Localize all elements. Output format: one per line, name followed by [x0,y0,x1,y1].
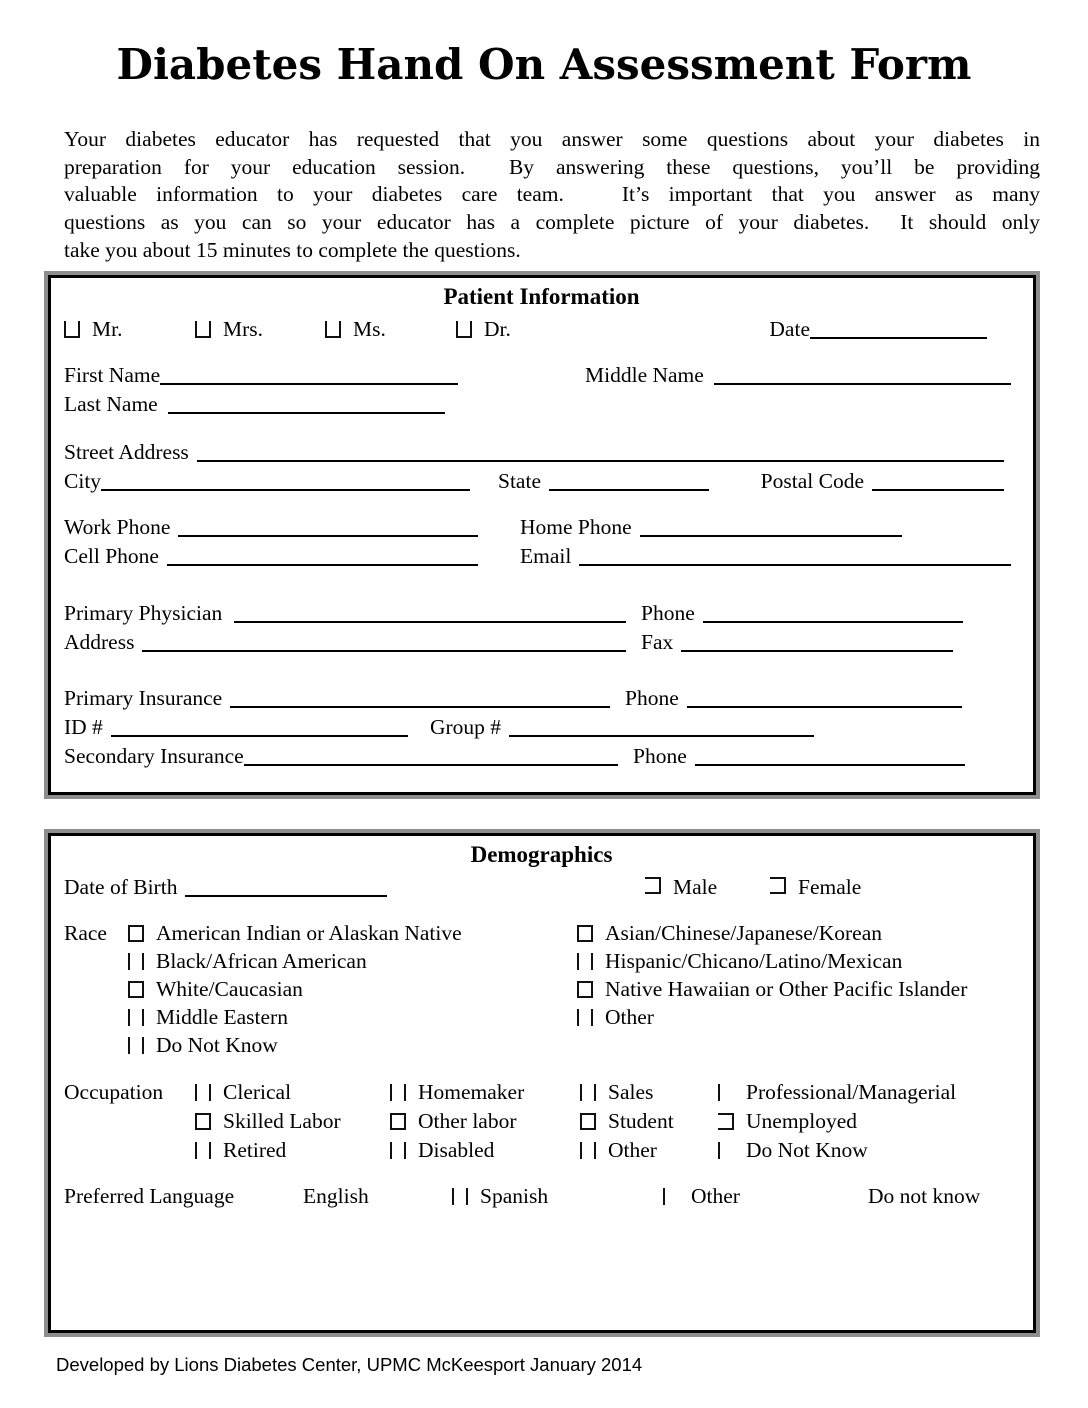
occupation-homemaker-label: Homemaker [418,1080,525,1105]
work-phone-blank[interactable] [178,534,478,537]
cell-email-row [64,545,1019,567]
language-other-checkbox[interactable] [663,1188,679,1205]
last-name-label: Last Name [64,392,158,417]
postal-code-label: Postal Code [760,469,864,494]
race-do-not-know-checkbox[interactable] [128,1037,144,1054]
occupation-unemployed-checkbox[interactable] [718,1113,734,1130]
preferred-language-label: Preferred Language [64,1184,235,1209]
primary-insurance-row [64,687,1019,709]
physician-address-label: Address [64,630,135,655]
first-name-label: First Name [64,363,161,388]
preferred-language-row [64,1185,1019,1207]
fax-label: Fax [641,630,674,655]
male-label: Male [673,875,718,900]
race-label: Race [64,921,107,946]
state-label: State [498,469,541,494]
patient-information-section [48,275,1036,795]
home-phone-blank[interactable] [640,534,902,537]
id-number-label: ID # [64,715,103,740]
street-address-row [64,441,1019,463]
dr-label: Dr. [484,317,511,342]
dob-sex-row [64,876,1019,898]
race-other-label: Other [605,1005,654,1030]
group-number-label: Group # [430,715,502,740]
cell-phone-label: Cell Phone [64,544,159,569]
occupation-disabled-label: Disabled [418,1138,495,1163]
dr-checkbox[interactable] [456,321,472,338]
race-hispanic-label: Hispanic/Chicano/Latino/Mexican [605,949,903,974]
physician-phone-blank[interactable] [703,620,963,623]
race-white-checkbox[interactable] [128,981,144,998]
insurance-id-row [64,716,1019,738]
female-checkbox[interactable] [770,877,786,894]
work-phone-label: Work Phone [64,515,171,540]
occupation-disabled-checkbox[interactable] [390,1142,406,1159]
middle-name-blank[interactable] [714,382,1011,385]
language-spanish-label: Spanish [480,1184,549,1209]
race-hispanic-checkbox[interactable] [577,953,593,970]
race-american-indian-label: American Indian or Alaskan Native [156,921,462,946]
fax-blank[interactable] [681,649,953,652]
female-label: Female [798,875,862,900]
mr-label: Mr. [92,317,123,342]
demographics-section [48,833,1036,1333]
insurance-phone-blank[interactable] [687,705,962,708]
occupation-homemaker-checkbox[interactable] [390,1084,406,1101]
ms-checkbox[interactable] [325,321,341,338]
date-blank[interactable] [810,336,987,339]
race-asian-checkbox[interactable] [577,925,593,942]
patient-information-heading: Patient Information [443,284,640,310]
race-american-indian-checkbox[interactable] [128,925,144,942]
occupation-other-checkbox[interactable] [580,1142,596,1159]
date-of-birth-label: Date of Birth [64,875,178,900]
race-black-checkbox[interactable] [128,953,144,970]
intro-line-1: Your diabetes educator has requested that you answer some questions about your diabetes in [64,127,1040,152]
race-row-5 [64,1034,1019,1056]
occupation-do-not-know-checkbox[interactable] [718,1142,734,1159]
intro-line-4: questions as you can so your educator has a complete picture of your diabetes. It should only [64,209,1040,234]
middle-name-label: Middle Name [585,363,704,388]
race-white-label: White/Caucasian [156,977,303,1002]
title-option-mr [64,318,195,340]
secondary-insurance-row [64,745,1019,767]
primary-physician-blank[interactable] [234,620,626,623]
race-native-hawaiian-label: Native Hawaiian or Other Pacific Islander [605,977,968,1002]
male-checkbox[interactable] [645,877,661,894]
last-name-row [64,393,1019,415]
race-asian-label: Asian/Chinese/Japanese/Korean [605,921,883,946]
occupation-professional-checkbox[interactable] [718,1084,734,1101]
physician-address-blank[interactable] [142,649,626,652]
secondary-phone-blank[interactable] [695,763,965,766]
occupation-skilled-labor-label: Skilled Labor [223,1109,341,1134]
intro-paragraph [64,126,1040,264]
first-name-blank[interactable] [160,382,458,385]
cell-phone-blank[interactable] [167,563,478,566]
city-label: City [64,469,102,494]
name-row [64,364,1019,386]
id-number-blank[interactable] [111,734,408,737]
title-option-ms [325,318,456,340]
occupation-sales-checkbox[interactable] [580,1084,596,1101]
race-row-1 [64,922,1019,944]
ms-label: Ms. [353,317,386,342]
intro-line-3: valuable information to your diabetes care team. It’s important that you answer as many [64,182,1040,207]
occupation-other-labor-checkbox[interactable] [390,1113,406,1130]
occupation-row-2 [64,1110,1019,1132]
home-phone-label: Home Phone [520,515,632,540]
occupation-label: Occupation [64,1080,164,1105]
mrs-label: Mrs. [223,317,264,342]
mr-checkbox[interactable] [64,321,80,338]
race-native-hawaiian-checkbox[interactable] [577,981,593,998]
race-do-not-know-label: Do Not Know [156,1033,278,1058]
race-black-label: Black/African American [156,949,367,974]
primary-insurance-label: Primary Insurance [64,686,223,711]
occupation-unemployed-label: Unemployed [746,1109,858,1134]
email-blank[interactable] [579,563,1011,566]
last-name-blank[interactable] [168,411,445,414]
secondary-insurance-blank[interactable] [244,763,618,766]
language-english-label: English [303,1184,369,1209]
primary-physician-label: Primary Physician [64,601,223,626]
mrs-checkbox[interactable] [195,321,211,338]
group-number-blank[interactable] [509,734,814,737]
language-spanish-checkbox[interactable] [452,1188,468,1205]
form-title: Diabetes Hand On Assessment Form [116,40,972,89]
intro-line-5: take you about 15 minutes to complete the questions. [64,237,521,262]
race-other-checkbox[interactable] [577,1009,593,1026]
date-label: Date [769,317,810,342]
language-do-not-know-label: Do not know [868,1184,981,1209]
occupation-professional-label: Professional/Managerial [746,1080,957,1105]
physician-address-row [64,631,1019,653]
occupation-clerical-checkbox[interactable] [195,1084,211,1101]
occupation-retired-checkbox[interactable] [195,1142,211,1159]
occupation-other-label: Other [608,1138,657,1163]
secondary-phone-label: Phone [633,744,687,769]
work-home-phone-row [64,516,1019,538]
race-row-3 [64,978,1019,1000]
intro-line-2: preparation for your education session. By answering these questions, you’ll be providing [64,154,1040,179]
race-row-4 [64,1006,1019,1028]
language-other-label: Other [691,1184,740,1209]
primary-physician-row [64,602,1019,624]
demographics-heading: Demographics [470,842,613,868]
occupation-retired-label: Retired [223,1138,287,1163]
race-row-2 [64,950,1019,972]
occupation-skilled-labor-checkbox[interactable] [195,1113,211,1130]
primary-insurance-blank[interactable] [230,705,610,708]
occupation-sales-label: Sales [608,1080,654,1105]
street-address-blank[interactable] [197,459,1004,462]
occupation-other-labor-label: Other labor [418,1109,517,1134]
title-option-dr [456,318,511,340]
email-label: Email [520,544,572,569]
postal-code-blank[interactable] [872,488,1004,491]
city-blank[interactable] [101,488,470,491]
title-row [64,318,1019,340]
occupation-student-label: Student [608,1109,674,1134]
footer-credit: Developed by Lions Diabetes Center, UPMC McKeesport January 2014 [56,1354,643,1376]
occupation-row-3 [64,1139,1019,1161]
street-address-label: Street Address [64,440,189,465]
race-middle-eastern-checkbox[interactable] [128,1009,144,1026]
title-option-mrs [195,318,325,340]
secondary-insurance-label: Secondary Insurance [64,744,244,769]
occupation-row-1 [64,1081,1019,1103]
state-blank[interactable] [549,488,709,491]
date-of-birth-blank[interactable] [185,894,387,897]
occupation-clerical-label: Clerical [223,1080,292,1105]
occupation-student-checkbox[interactable] [580,1113,596,1130]
city-state-row [64,470,1019,492]
physician-phone-label: Phone [641,601,695,626]
race-middle-eastern-label: Middle Eastern [156,1005,288,1030]
insurance-phone-label: Phone [625,686,679,711]
occupation-do-not-know-label: Do Not Know [746,1138,868,1163]
